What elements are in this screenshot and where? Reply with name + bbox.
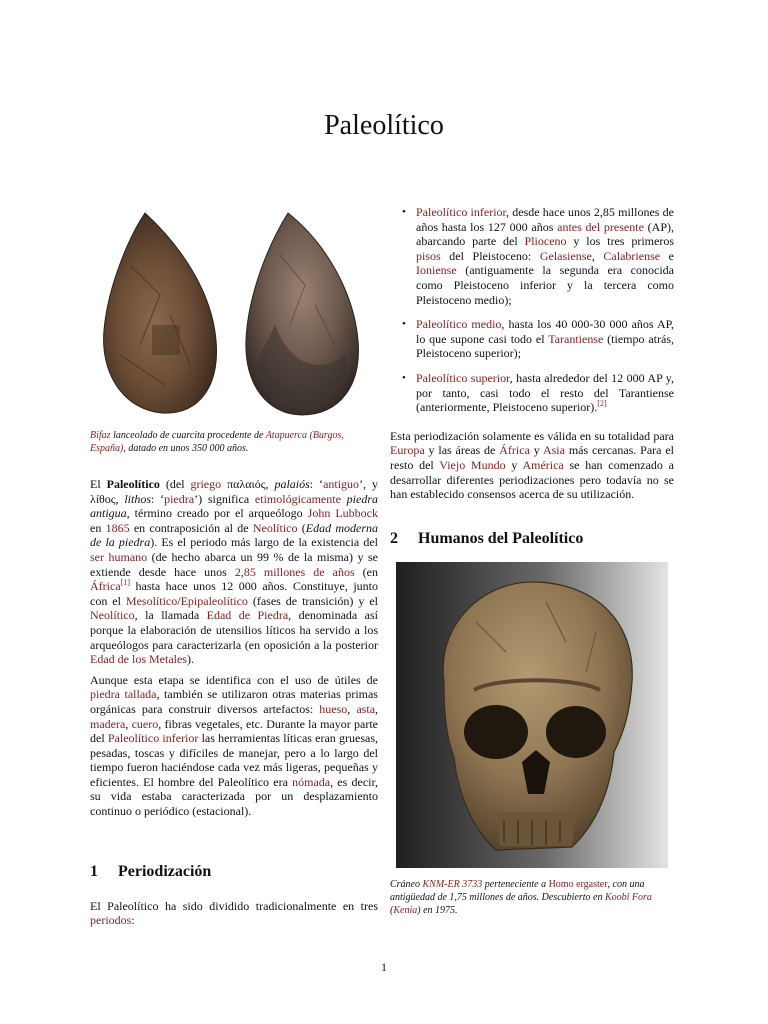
- reference-2[interactable]: [2]: [597, 399, 607, 409]
- link-neolitico-2[interactable]: Neolítico: [90, 608, 135, 623]
- link-asia[interactable]: Asia: [542, 443, 565, 458]
- link-john-lubbock[interactable]: John Lubbock: [307, 506, 379, 521]
- hand-axe-caption: Bifaz lanceolado de cuarcita procedente de Atapuerca (Burgos, España), datado en unos 350 000 años.: [90, 430, 344, 454]
- link-griego[interactable]: griego: [190, 477, 222, 491]
- bullet-icon: •: [402, 371, 406, 384]
- hand-axe-figure: [90, 205, 378, 423]
- link-tarantiense[interactable]: Tarantiense: [548, 331, 604, 346]
- link-ioniense[interactable]: Ioniense: [416, 263, 457, 278]
- link-epipaleolitico[interactable]: Epipaleolítico: [180, 593, 248, 608]
- skull-image: [396, 562, 668, 868]
- link-mesolitico[interactable]: Mesolítico: [125, 593, 178, 608]
- link-nomada[interactable]: nómada: [292, 774, 331, 789]
- page-number: 1: [381, 960, 387, 974]
- link-cuero[interactable]: cuero: [131, 716, 159, 731]
- page-title: Paleolítico: [324, 110, 444, 141]
- link-antiguo[interactable]: antiguo: [323, 477, 360, 491]
- link-hueso[interactable]: hueso: [319, 701, 348, 716]
- section-2-heading: 2 Humanos del Paleolítico: [390, 529, 584, 547]
- link-paleolitico-inferior[interactable]: Paleolítico inferior: [107, 731, 199, 746]
- link-gelasiense[interactable]: Gelasiense: [539, 248, 592, 263]
- link-plioceno[interactable]: Plioceno: [524, 234, 567, 249]
- link-piedra[interactable]: piedra: [164, 491, 195, 506]
- link-285-millones[interactable]: 2,85 millones de años: [234, 564, 355, 579]
- link-neolitico[interactable]: Neolítico: [252, 520, 298, 535]
- link-africa-2[interactable]: África: [499, 443, 530, 458]
- link-pisos[interactable]: pisos: [416, 248, 441, 263]
- link-paleolitico-medio[interactable]: Paleolítico medio: [416, 317, 502, 332]
- link-periodos[interactable]: periodos: [90, 913, 132, 928]
- link-1865[interactable]: 1865: [105, 520, 130, 535]
- list-item: • Paleolítico superior, hasta alrededor del 12 000 AP y, por tanto, casi todo el resto del Tarantiense (anteriormente, Pleistoceno superior).[2]: [402, 370, 674, 415]
- link-asta[interactable]: asta: [356, 701, 376, 716]
- right-column: [390, 205, 674, 917]
- link-atapuerca[interactable]: Atapuerca (Burgos, España): [90, 430, 344, 454]
- link-africa[interactable]: África: [90, 579, 121, 594]
- link-koobi-fora[interactable]: Koobi Fora: [604, 891, 652, 903]
- hand-axe-image: [90, 205, 378, 423]
- link-antes-del-presente[interactable]: antes del presente: [557, 219, 644, 234]
- list-item: • Paleolítico inferior, desde hace unos 2,85 millones de años hasta los 127 000 años antes del presente (AP), abarcando parte del Plioceno y los tres primeros pisos del Pleistoceno: Gelasiense, Calabriense e Ioniense (antiguamente la segunda era conocida como Pleistoceno inferior y la tercera como Pleistoceno medio);: [402, 205, 675, 307]
- link-homo-ergaster[interactable]: Homo ergaster: [548, 878, 608, 890]
- periods-list: [390, 205, 674, 415]
- section-1-heading: 1 Periodización: [90, 862, 212, 880]
- intro-paragraph-2: Aunque esta etapa se identifica con el uso de útiles de piedra tallada, también se utilizaron otras materias primas orgánicas para construir diversos artefactos: hueso, asta, madera, cuero, fibras vegetales, etc. Durante la mayor parte del Paleolítico inferior las herramientas líticas eran gruesas, pesadas, toscas y difíciles de manejar, pero a lo largo del tiempo fueron haciéndose cada vez más ligeras, pequeñas y eficientes. El hombre del Paleolítico era nómada, es decir, su vida estaba caracterizada por un desplazamiento continuo o periódico (estacional).: [90, 672, 379, 819]
- link-edad-de-piedra[interactable]: Edad de Piedra: [206, 608, 289, 623]
- skull-caption: Cráneo KNM-ER 3733 perteneciente a Homo ergaster, con una antigüedad de 1,75 millones de años. Descubierto en Koobi Fora (Kenia) en 1975.: [390, 878, 652, 916]
- skull-figure: [396, 562, 668, 868]
- link-paleolitico-inferior-2[interactable]: Paleolítico inferior: [416, 205, 507, 219]
- intro-paragraph-1: El Paleolítico (del griego παλαιός, palaiós: ‘antiguo’, y λίθος, lithos: ‘piedra’) significa etimológicamente piedra antigua, término creado por el arqueólogo John Lubbock en 1865 en contraposición al de Neolítico (Edad moderna de la piedra). Es el periodo más largo de la existencia del ser humano (de hecho abarca un 99 % de la misma) y se extiende desde hace unos 2,85 millones de años (en África[1] hasta hace unos 12 000 años. Constituye, junto con el Mesolítico/Epipaleolítico (fases de transición) y el Neolítico, la llamada Edad de Piedra, denominada así porque la elaboración de utensilios líticos ha servido a los arqueólogos para caracterizarla (en oposición a la posterior Edad de los Metales).: [90, 477, 379, 667]
- link-kenia[interactable]: Kenia: [393, 904, 418, 916]
- link-knm-er-3733[interactable]: KNM-ER 3733: [422, 878, 483, 890]
- link-piedra-tallada[interactable]: piedra tallada: [90, 687, 157, 702]
- link-america[interactable]: América: [522, 457, 564, 472]
- section-1-paragraph: El Paleolítico ha sido dividido tradicionalmente en tres periodos:: [90, 898, 378, 928]
- link-etimologicamente[interactable]: etimológicamente: [254, 491, 341, 506]
- link-bifaz[interactable]: Bifaz: [90, 430, 111, 441]
- link-europa[interactable]: Europa: [390, 443, 425, 458]
- reference-1[interactable]: [1]: [120, 578, 130, 588]
- link-edad-de-los-metales[interactable]: Edad de los Metales: [90, 652, 187, 667]
- list-item: • Paleolítico medio, hasta los 40 000-30 000 años AP, lo que supone casi todo el Tarantiense (tiempo atrás, Pleistoceno superior);: [402, 317, 674, 361]
- link-viejo-mundo[interactable]: Viejo Mundo: [439, 457, 506, 472]
- link-madera[interactable]: madera: [90, 716, 126, 731]
- periodization-note: Esta periodización solamente es válida en su totalidad para Europa y las áreas de África y Asia más cercanas. Para el resto del Viejo Mundo y América se han comenzado a desarrollar diferentes periodizaciones pero todavía no se han establecido consensos acerca de su utilización.: [390, 428, 675, 502]
- link-paleolitico-superior[interactable]: Paleolítico superior: [416, 370, 510, 385]
- link-ser-humano[interactable]: ser humano: [90, 549, 148, 564]
- bullet-icon: •: [402, 318, 406, 331]
- bullet-icon: •: [402, 206, 406, 218]
- link-calabriense[interactable]: Calabriense: [603, 248, 661, 263]
- left-column: [90, 205, 378, 934]
